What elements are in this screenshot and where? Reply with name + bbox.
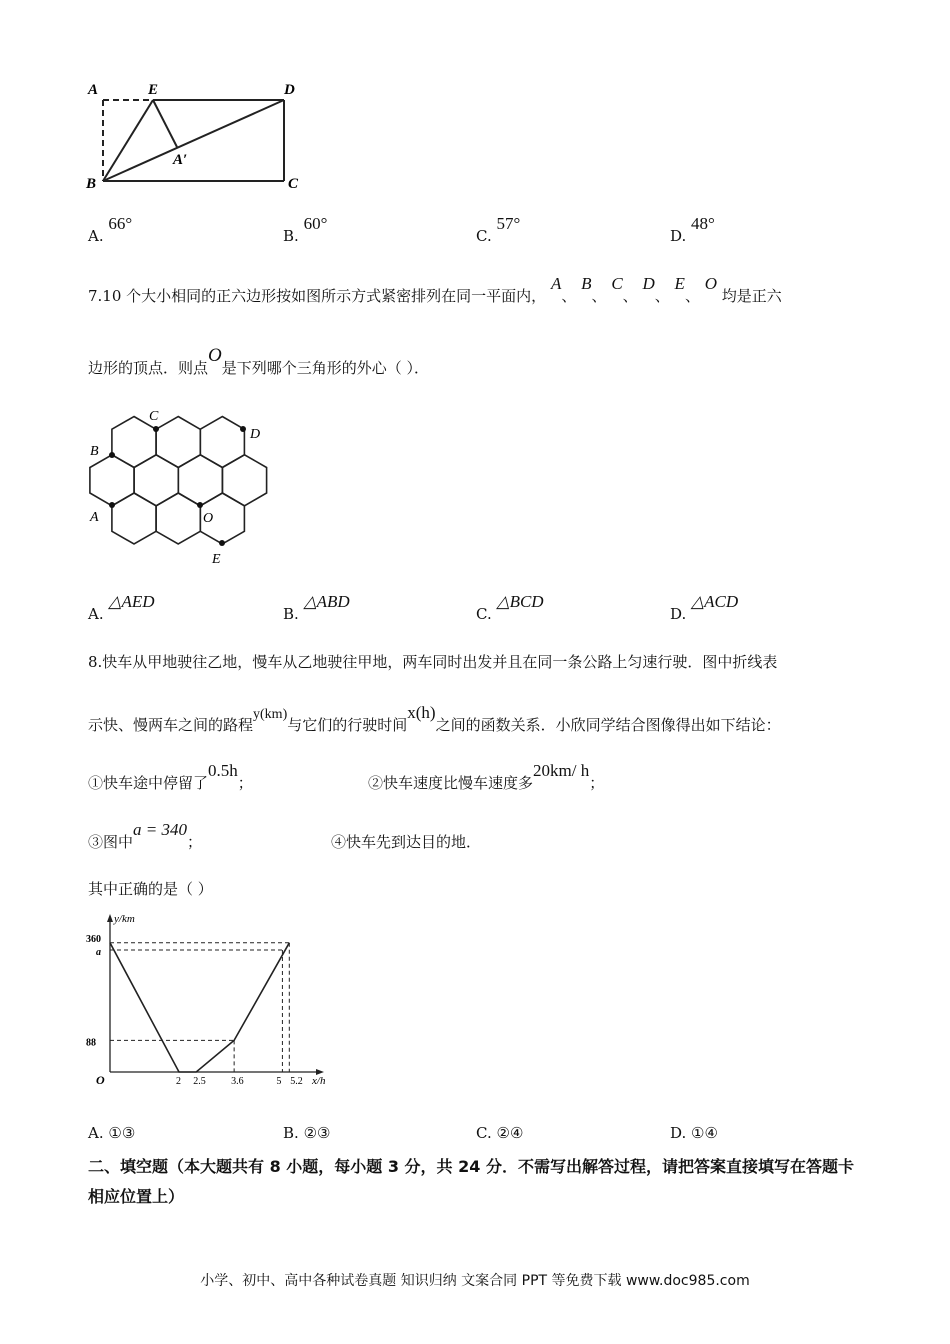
point-O <box>197 502 203 508</box>
q6-option-b: B. 60° <box>283 214 328 245</box>
q7-line-1: 7.10 个大小相同的正六边形按如图所示方式紧密排列在同一平面内， A、 B、 C、 D、 E、 O 均是正六 <box>88 274 782 305</box>
hex-label-C: C <box>149 409 159 424</box>
x-tick-label: 5.2 <box>290 1076 303 1087</box>
q7-option-c: C. △BCD <box>476 592 544 623</box>
q8-question: 其中正确的是（ ） <box>88 880 213 898</box>
q7-option-d: D. △ACD <box>670 592 739 623</box>
label-D: D <box>284 82 295 98</box>
distance-time-chart <box>84 910 334 1095</box>
chart-origin-label: O <box>96 1073 105 1087</box>
x-tick-label: 2.5 <box>193 1076 206 1087</box>
q8-conclusion-4: ④快车先到达目的地． <box>331 833 482 851</box>
q8-conclusion-2: ②快车速度比慢车速度多20km/ h； <box>368 761 605 792</box>
y-axis-arrow <box>107 914 113 922</box>
chart-xlabel: x/h <box>312 1075 326 1087</box>
q8-line-2: 示快、慢两车之间的路程y(km)与它们的行驶时间x(h)之间的函数关系．小欣同学结合图像得出如下结论： <box>88 703 781 734</box>
hex-label-A: A <box>90 510 99 525</box>
label-A-prime: A′ <box>173 152 188 168</box>
chart-ylabel: y/km <box>114 913 135 925</box>
rect-fold-figure <box>80 78 310 196</box>
section-2-heading: 二、填空题（本大题共有 8 小题，每小题 3 分，共 24 分．不需写出解答过程，请把答案直接填写在答题卡相应位置上） <box>88 1157 854 1206</box>
point-A <box>109 502 115 508</box>
q7-option-b: B. △ABD <box>283 592 350 623</box>
hexagon-cell <box>90 455 134 506</box>
x-tick-label: 5 <box>276 1076 282 1087</box>
label-A: A <box>88 82 99 98</box>
chart-tick-labels <box>86 934 303 1087</box>
hexagon-cell <box>200 417 244 468</box>
q8-option-c: C. ②④ <box>476 1124 524 1142</box>
y-tick-label: 360 <box>86 933 101 945</box>
q6-option-a: A. 66° <box>88 214 133 245</box>
hexagon-cell <box>178 455 222 506</box>
hex-label-B: B <box>90 444 99 459</box>
point-D <box>240 426 246 432</box>
x-tick-label: 3.6 <box>231 1076 244 1087</box>
q8-conclusion-3: ③图中a = 340； <box>88 820 203 851</box>
q8-conclusion-1: ①快车途中停留了0.5h； <box>88 761 253 792</box>
hexagon-cell <box>156 493 200 544</box>
hex-label-E: E <box>212 552 221 567</box>
hex-label-D: D <box>250 427 261 442</box>
hexagon-cell <box>134 455 178 506</box>
q8-option-d: D. ①④ <box>670 1124 718 1142</box>
q8-line-1: 8.快车从甲地驶往乙地，慢车从乙地驶往甲地，两车同时出发并且在同一条公路上匀速行驶．图中折线表 <box>88 653 778 671</box>
hexagon-cell <box>222 455 266 506</box>
q6-option-c: C. 57° <box>476 214 521 245</box>
q8-option-a: A. ①③ <box>88 1124 136 1142</box>
chart-axes <box>107 914 324 1075</box>
hexagon-cells <box>90 417 267 545</box>
label-C: C <box>288 176 299 192</box>
x-tick-label: 2 <box>175 1076 181 1087</box>
series-line <box>110 943 289 1072</box>
y-tick-label: a <box>96 946 101 958</box>
hexagon-cell <box>112 493 156 544</box>
point-C <box>153 426 159 432</box>
q8-option-b: B. ②③ <box>283 1124 331 1142</box>
point-B <box>109 452 115 458</box>
q7-line-2: 边形的顶点．则点O是下列哪个三角形的外心（ ）． <box>88 345 430 377</box>
chart-guides <box>110 943 289 1072</box>
hexagon-cell <box>112 417 156 468</box>
q7-option-a: A. △AED <box>88 592 155 623</box>
hex-label-O: O <box>203 511 214 526</box>
fold-ea1 <box>153 100 177 147</box>
y-tick-label: 88 <box>86 1037 96 1049</box>
hexagon-cell <box>156 417 200 468</box>
footer-text: 小学、初中、高中各种试卷真题 知识归纳 文案合同 PPT 等免费下载 www.doc985.com <box>200 1273 750 1289</box>
diagonal-bd <box>103 100 284 181</box>
chart-series <box>110 943 290 1072</box>
q6-option-d: D. 48° <box>670 214 715 245</box>
point-E <box>219 540 225 546</box>
label-E: E <box>148 82 159 98</box>
hexagon-figure <box>82 405 282 570</box>
label-B: B <box>86 176 97 192</box>
